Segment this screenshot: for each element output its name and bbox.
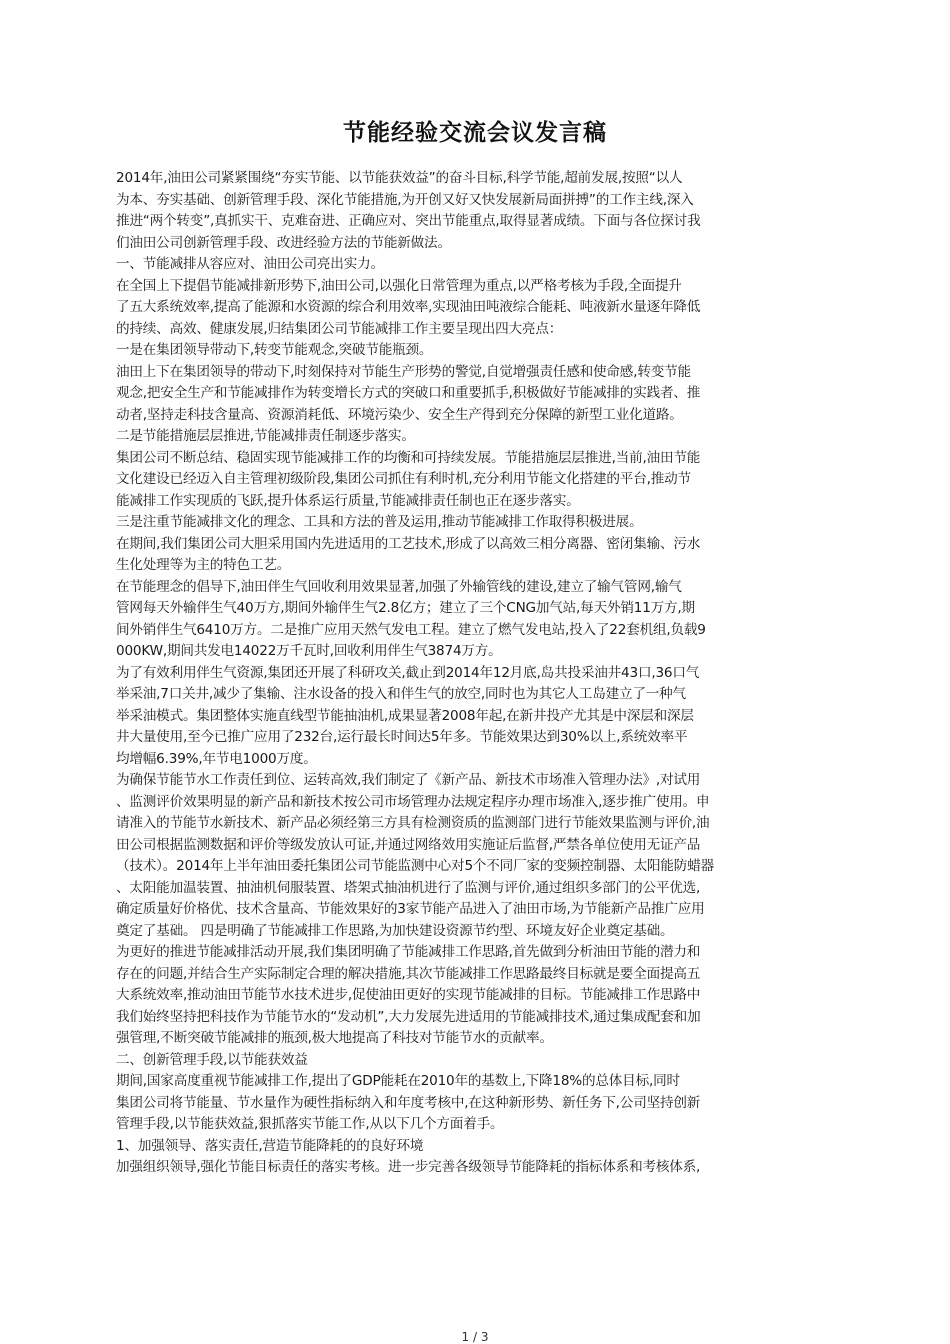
text-line: 的持续、高效、健康发展,归结集团公司节能减排工作主要呈现出四大亮点： xyxy=(116,320,563,337)
text-line: 为了有效利用伴生气资源,集团还开展了科研攻关,截止到2014年12月底,岛共投采油井43口,36口气 xyxy=(116,664,700,681)
text-line: 、监测评价效果明显的新产品和新技术按公司市场管理办法规定程序办理市场准入,逐步推广使用。申 xyxy=(116,793,710,810)
text-line: 文化建设已经迈入自主管理初级阶段,集团公司抓住有利时机,充分利用节能文化搭建的平台,推动节 xyxy=(116,471,691,487)
text-line: 在节能理念的倡导下,油田伴生气回收利用效果显著,加强了外输管线的建设,建立了输气管网,输气 xyxy=(116,578,682,595)
text-line: 大系统效率,推动油田节能节水技术进步,促使油田更好的实现节能减排的目标。节能减排工作思路中 xyxy=(116,987,701,1003)
text-line: 井大量使用,至今已推广应用了232台,运行最长时间达5年多。节能效果达到30%以上,系统效率平 xyxy=(116,729,688,745)
text-line: 二、创新管理手段,以节能获效益 xyxy=(116,1051,308,1068)
text-line: 管理手段,以节能获效益,狠抓落实节能工作,从以下几个方面着手。 xyxy=(116,1116,504,1132)
text-line: 强管理,不断突破节能减排的瓶颈,极大地提高了科技对节能节水的贡献率。 xyxy=(116,1030,553,1046)
text-line: 们油田公司创新管理手段、改进经验方法的节能新做法。 xyxy=(116,234,451,251)
text-line: 间外销伴生气6410万方。二是推广应用天然气发电工程。建立了燃气发电站,投入了22套机组,负载9 xyxy=(116,621,706,638)
text-line: 均增幅6.39%,年节电1000万度。 xyxy=(116,750,317,767)
text-line: 我们始终坚持把科技作为节能节水的“发动机”,大力发展先进适用的节能减排技术,通过集成配套和加 xyxy=(116,1008,701,1025)
text-line: 2014年,油田公司紧紧围绕“夯实节能、以节能获效益”的奋斗目标,科学节能,超前发展,按照“以人 xyxy=(116,170,683,186)
text-line: 观念,把安全生产和节能减排作为转变增长方式的突破口和重要抓手,积极做好节能减排的实践者、推 xyxy=(116,385,701,401)
text-line: 加强组织领导,强化节能目标责任的落实考核。进一步完善各级领导节能降耗的指标体系和考核体系, xyxy=(116,1159,701,1175)
text-line: 奠定了基础。 四是明确了节能减排工作思路,为加快建设资源节约型、环境友好企业奠定基础。 xyxy=(116,922,674,939)
text-line: 管网每天外输伴生气40万方,期间外输伴生气2.8亿方；建立了三个CNG加气站,每天外销11万方,期 xyxy=(116,600,695,616)
text-line: 为确保节能节水工作责任到位、运转高效,我们制定了《新产品、新技术市场准入管理办法》,对试用 xyxy=(116,772,701,788)
text-line: 1、加强领导、落实责任,营造节能降耗的的良好环境 xyxy=(116,1137,424,1154)
text-line: 为更好的推进节能减排活动开展,我们集团明确了节能减排工作思路,首先做到分析油田节能的潜力和 xyxy=(116,944,701,960)
document-body xyxy=(116,168,832,1179)
text-line: 举采油,7口关井,减少了集输、注水设备的投入和伴生气的放空,同时也为其它人工岛建立了一种气 xyxy=(116,686,686,702)
text-line: 集团公司将节能量、节水量作为硬性指标纳入和年度考核中,在这种新形势、新任务下,公司坚持创新 xyxy=(116,1094,701,1111)
text-line: 举采油模式。集团整体实施直线型节能抽油机,成果显著2008年起,在新井投产尤其是中深层和深层 xyxy=(116,707,694,724)
text-line: 三是注重节能减排文化的理念、工具和方法的普及运用,推动节能减排工作取得积极进展。 xyxy=(116,514,643,530)
text-line: 了五大系统效率,提高了能源和水资源的综合利用效率,实现油田吨液综合能耗、吨液新水量逐年降低 xyxy=(116,299,701,315)
text-line: 存在的问题,并结合生产实际制定合理的解决措施,其次节能减排工作思路最终目标就是要全面提高五 xyxy=(116,965,701,982)
text-line: 在全国上下提倡节能减排新形势下,油田公司,以强化日常管理为重点,以严格考核为手段,全面提升 xyxy=(116,277,682,294)
text-line: 期间,国家高度重视节能减排工作,提出了GDP能耗在2010年的基数上,下降18%的总体目标,同时 xyxy=(116,1073,680,1089)
text-line: 油田上下在集团领导的带动下,时刻保持对节能生产形势的警觉,自觉增强责任感和使命感,转变节能 xyxy=(116,363,691,380)
page-indicator: 1 / 3 xyxy=(461,1330,489,1344)
text-line: 田公司根据监测数据和评价等级发放认可证,并通过网络效用实施证后监督,严禁各单位使用无证产品 xyxy=(116,836,701,853)
text-line: 一是在集团领导带动下,转变节能观念,突破节能瓶颈。 xyxy=(116,342,433,358)
text-line: 在期间,我们集团公司大胆采用国内先进适用的工艺技术,形成了以高效三相分离器、密闭集输、污水 xyxy=(116,535,701,552)
text-line: 集团公司不断总结、稳固实现节能减排工作的均衡和可持续发展。节能措施层层推进,当前,油田节能 xyxy=(116,449,701,466)
text-line: 动者,坚持走科技含量高、资源消耗低、环境污染少、安全生产得到充分保障的新型工业化道路。 xyxy=(116,406,683,423)
text-line: 000KW,期间共发电14022万千瓦时,回收利用伴生气3874万方。 xyxy=(116,643,502,659)
text-line: 推进“两个转变”,真抓实干、克难奋进、正确应对、突出节能重点,取得显著成绩。下面与各位探讨我 xyxy=(116,213,701,229)
text-line: 请准入的节能节水新技术、新产品必须经第三方具有检测资质的监测部门进行节能效果监测与评价,油 xyxy=(116,815,710,831)
text-line: 生化处理等为主的特色工艺。 xyxy=(116,557,291,573)
text-line: 能减排工作实现质的飞跃,提升体系运行质量,节能减排责任制也正在逐步落实。 xyxy=(116,492,580,509)
document-title: 节能经验交流会议发言稿 xyxy=(343,119,607,146)
text-line: 二是节能措施层层推进,节能减排责任制逐步落实。 xyxy=(116,428,415,444)
text-line: （技术）。2014年上半年油田委托集团公司节能监测中心对5个不同厂家的变频控制器、太阳能防蜡器 xyxy=(116,858,714,874)
text-line: 确定质量好价格优、技术含量高、节能效果好的3家节能产品进入了油田市场,为节能新产品推广应用 xyxy=(116,901,705,917)
text-line: 为本、夯实基础、创新管理手段、深化节能措施,为开创又好又快发展新局面拼搏”的工作主线,深入 xyxy=(116,191,694,208)
text-line: 一、节能减排从容应对、油田公司亮出实力。 xyxy=(116,256,384,272)
text-line: 、太阳能加温装置、抽油机伺服装置、塔架式抽油机进行了监测与评价,通过组织多部门的公平优选, xyxy=(116,879,701,896)
